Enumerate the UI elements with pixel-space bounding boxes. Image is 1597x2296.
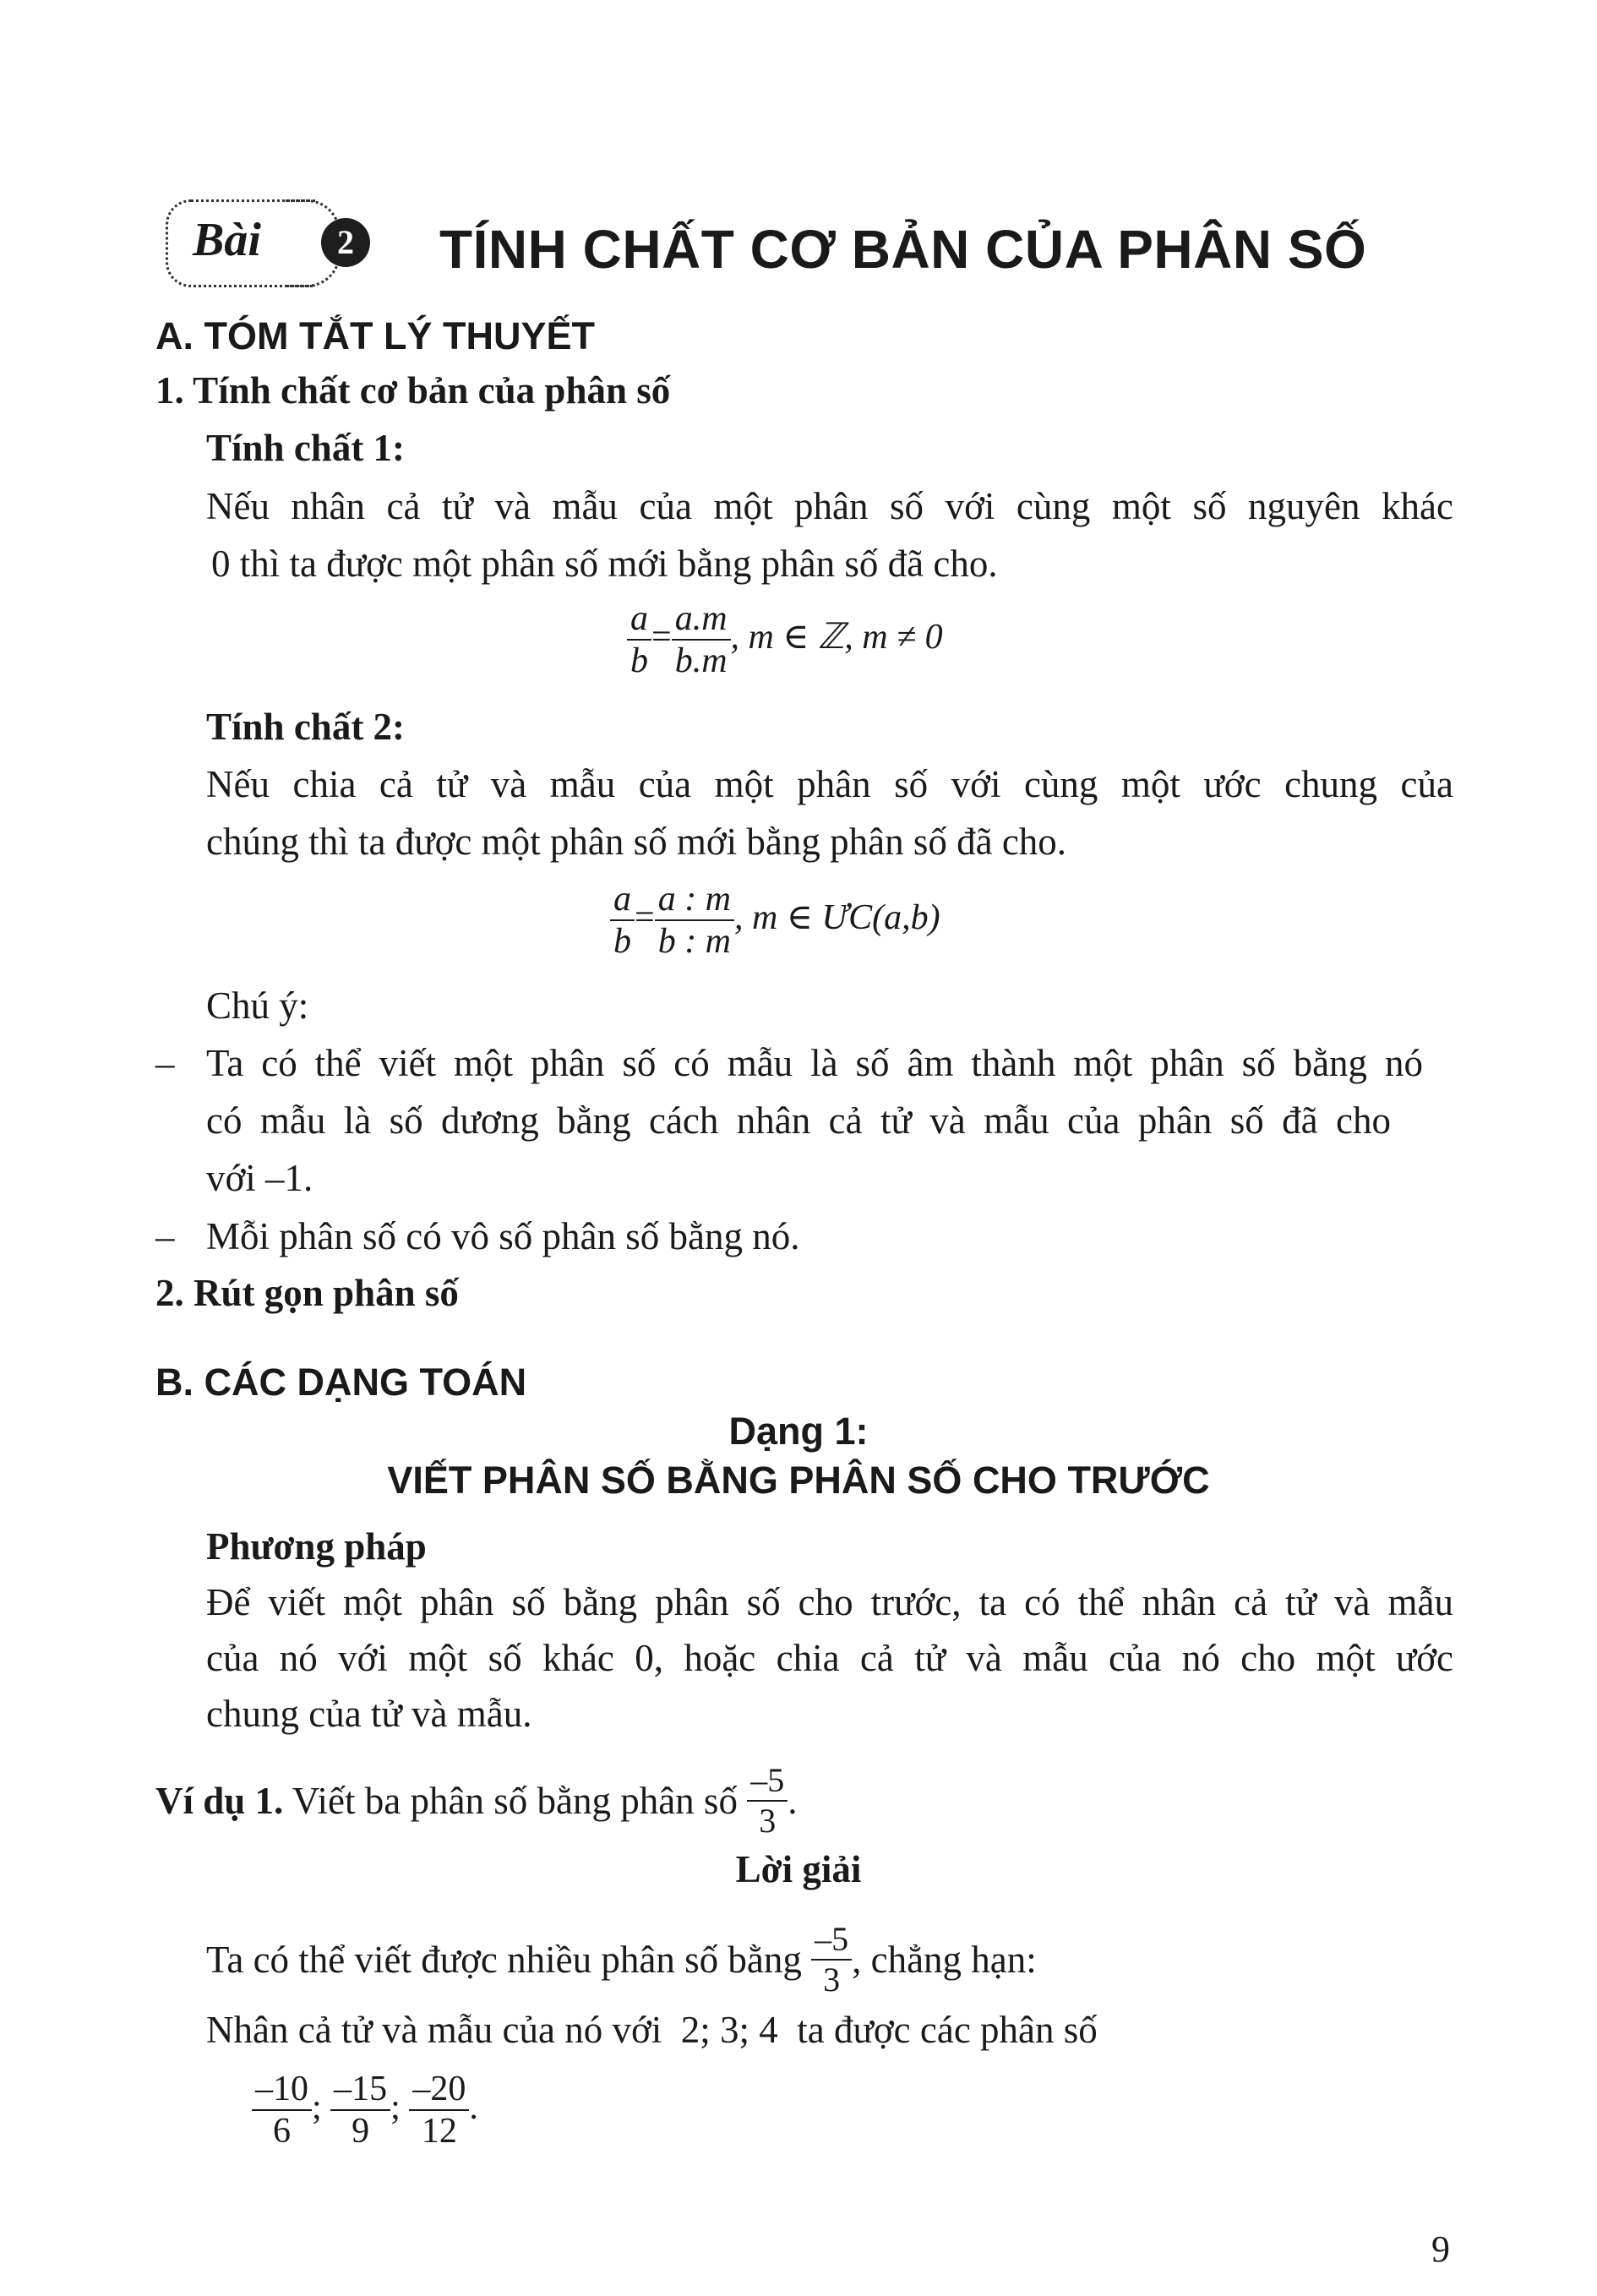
formula-1-rhs-denominator: b.m <box>674 641 728 681</box>
formula-1-lhs-denominator: b <box>630 641 648 681</box>
solution-line-1 <box>206 1920 1037 1999</box>
answer-2-denominator: 9 <box>352 2112 370 2151</box>
answer-period: . <box>469 2087 478 2127</box>
lesson-number-badge: 2 <box>321 218 370 267</box>
answer-fraction-2 <box>330 2069 390 2152</box>
formula-1-rhs-numerator: a.m <box>672 598 731 641</box>
page-number: 9 <box>1431 2228 1450 2270</box>
solution-fraction <box>811 1920 852 1999</box>
example-1-denominator: 3 <box>759 1802 777 1840</box>
formula-property-2 <box>610 879 940 963</box>
method-label: Phương pháp <box>206 1525 427 1568</box>
solution-line-1-text: Ta có thể viết được nhiều phân số bằng <box>206 1939 802 1981</box>
subsection-2-heading: 2. Rút gọn phân số <box>155 1272 459 1314</box>
formula-2-rhs-denominator: b : m <box>657 922 732 962</box>
formula-2-lhs-denominator: b <box>613 922 631 962</box>
formula-2-condition: , m ∈ ƯC(a,b) <box>734 897 940 937</box>
formula-1-lhs-numerator: a <box>627 598 651 641</box>
example-1-label: Ví dụ 1. <box>155 1780 284 1822</box>
method-line-3: chung của tử và mẫu. <box>206 1693 532 1735</box>
formula-2-lhs-numerator: a <box>610 879 635 921</box>
answer-1-numerator: –10 <box>252 2069 312 2111</box>
dang-1-label: Dạng 1: <box>728 1410 869 1453</box>
formula-1-condition: , m ∈ ℤ, m ≠ 0 <box>730 617 943 657</box>
page-title: TÍNH CHẤT CƠ BẢN CỦA PHÂN SỐ <box>439 219 1367 280</box>
solution-fraction-numerator: –5 <box>811 1920 852 1961</box>
formula-2-rhs-fraction <box>655 879 734 963</box>
solution-fraction-denominator: 3 <box>823 1961 841 1999</box>
answer-separator-2: ; <box>390 2087 401 2127</box>
method-line-2: của nó với một số khác 0, hoặc chia cả tử và mẫu của nó cho một ước <box>206 1637 1453 1679</box>
dang-1-title: VIẾT PHÂN SỐ BẰNG PHÂN SỐ CHO TRƯỚC <box>387 1459 1210 1502</box>
property-1-line-1: Nếu nhân cả tử và mẫu của một phân số với cùng một số nguyên khác <box>206 485 1453 527</box>
answer-3-numerator: –20 <box>409 2069 469 2111</box>
formula-1-rhs-fraction <box>672 598 731 682</box>
solution-line-1-end: , chẳng hạn: <box>852 1939 1037 1981</box>
property-1-label: Tính chất 1: <box>206 427 406 469</box>
lesson-label: Bài <box>193 214 261 266</box>
formula-2-lhs-fraction <box>610 879 635 963</box>
note-1-line-2: có mẫu là số dương bằng cách nhân cả tử và mẫu của phân số đã cho <box>206 1099 1391 1142</box>
note-1-line-1: Ta có thể viết một phân số có mẫu là số âm thành một phân số bằng nó <box>206 1042 1423 1084</box>
example-1-period: . <box>788 1780 798 1822</box>
formula-property-1 <box>627 598 943 682</box>
example-1-text: Viết ba phân số bằng phân số <box>292 1780 738 1822</box>
example-1-fraction <box>747 1761 788 1841</box>
section-a-heading: A. TÓM TẮT LÝ THUYẾT <box>155 314 595 357</box>
property-2-label: Tính chất 2: <box>206 706 406 748</box>
answer-1-denominator: 6 <box>273 2112 291 2151</box>
formula-1-equals: = <box>651 617 672 657</box>
answer-3-denominator: 12 <box>421 2112 457 2151</box>
subsection-1-heading: 1. Tính chất cơ bản của phân số <box>155 369 671 412</box>
note-2-text: Mỗi phân số có vô số phân số bằng nó. <box>206 1215 800 1257</box>
note-1-dash: – <box>155 1042 175 1084</box>
answer-fractions <box>252 2069 478 2152</box>
note-1-line-3: với –1. <box>206 1157 313 1199</box>
formula-2-equals: = <box>635 897 655 937</box>
property-2-line-2: chúng thì ta được một phân số mới bằng phân số đã cho. <box>206 821 1067 863</box>
answer-fraction-1 <box>252 2069 312 2152</box>
formula-1-lhs-fraction <box>627 598 651 682</box>
property-1-line-2: 0 thì ta được một phân số mới bằng phân số đã cho. <box>211 543 998 585</box>
answer-2-numerator: –15 <box>330 2069 390 2111</box>
method-line-1: Để viết một phân số bằng phân số cho trước, ta có thể nhân cả tử và mẫu <box>206 1581 1453 1623</box>
solution-line-2: Nhân cả tử và mẫu của nó với 2; 3; 4 ta được các phân số <box>206 2009 1098 2051</box>
note-label: Chú ý: <box>206 984 309 1027</box>
answer-fraction-3 <box>409 2069 469 2152</box>
formula-2-rhs-numerator: a : m <box>655 879 734 921</box>
section-b-heading: B. CÁC DẠNG TOÁN <box>155 1361 527 1404</box>
property-2-line-1: Nếu chia cả tử và mẫu của một phân số với cùng một ước chung của <box>206 763 1453 805</box>
solution-label: Lời giải <box>735 1848 862 1890</box>
example-1-numerator: –5 <box>747 1761 788 1802</box>
note-2-dash: – <box>155 1215 175 1257</box>
example-1 <box>155 1761 797 1841</box>
answer-separator-1: ; <box>312 2087 322 2127</box>
